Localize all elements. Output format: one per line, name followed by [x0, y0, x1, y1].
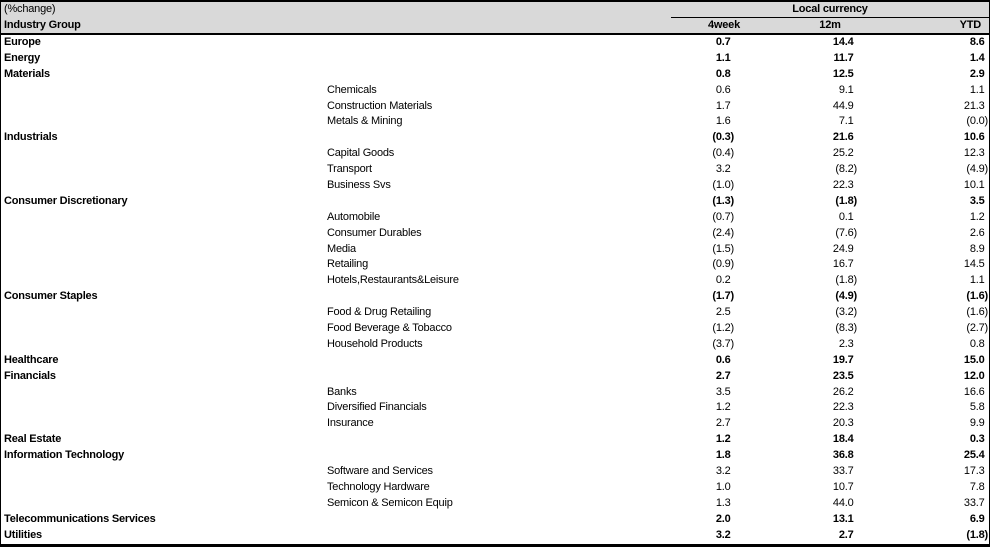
- value-12m: 12.5: [832, 67, 854, 80]
- unit-label: (%change): [4, 3, 56, 15]
- value-12m: 22.3: [832, 401, 854, 414]
- industry-label: Diversified Financials: [327, 401, 427, 414]
- value-4week: 3.2: [715, 528, 731, 541]
- industry-label: Technology Hardware: [327, 480, 430, 493]
- table-row: [1, 385, 989, 401]
- value-ytd: 10.1: [963, 179, 985, 192]
- value-ytd: 12.0: [963, 369, 985, 382]
- value-ytd: 6.9: [969, 512, 985, 525]
- value-12m: 11.7: [833, 51, 854, 64]
- table-row: [1, 114, 989, 130]
- value-ytd: (1.6): [966, 290, 988, 303]
- industry-label: Construction Materials: [327, 99, 433, 112]
- value-ytd: 12.3: [963, 147, 985, 160]
- value-12m: 44.9: [832, 99, 854, 112]
- table-row: [1, 400, 989, 416]
- value-12m: 33.7: [832, 465, 854, 478]
- value-12m: (8.2): [835, 163, 857, 176]
- industry-label: Europe: [4, 36, 41, 48]
- table-row: [1, 194, 989, 210]
- header-row-columns: [1, 18, 989, 33]
- value-4week: (1.3): [712, 194, 734, 207]
- industry-label: Capital Goods: [327, 147, 395, 160]
- value-4week: 0.6: [715, 83, 731, 96]
- industry-label: Food Beverage & Tobacco: [327, 322, 452, 335]
- value-12m: 36.8: [832, 449, 854, 462]
- value-12m: 7.1: [838, 115, 854, 128]
- value-12m: (8.3): [835, 322, 857, 335]
- value-12m: 44.0: [832, 496, 854, 509]
- value-12m: 25.2: [832, 147, 854, 160]
- value-12m: 9.1: [838, 83, 854, 96]
- value-12m: 24.9: [832, 242, 854, 255]
- value-12m: 10.7: [832, 480, 854, 493]
- table-row: [1, 67, 989, 83]
- value-ytd: 1.4: [969, 51, 985, 64]
- value-ytd: 3.5: [969, 194, 985, 207]
- value-12m: 2.3: [838, 337, 854, 350]
- table-row: [1, 448, 989, 464]
- value-12m: 23.5: [832, 369, 854, 382]
- table-row: [1, 273, 989, 289]
- value-ytd: 16.6: [963, 385, 985, 398]
- value-4week: 2.5: [715, 306, 731, 319]
- value-ytd: (0.0): [966, 115, 988, 128]
- table-row: [1, 130, 989, 146]
- value-ytd: 33.7: [963, 496, 985, 509]
- industry-label: Business Svs: [327, 179, 391, 192]
- value-4week: 1.2: [715, 433, 731, 446]
- value-12m: (7.6): [835, 226, 857, 239]
- industry-label: Real Estate: [4, 433, 62, 446]
- value-4week: (2.4): [712, 226, 734, 239]
- table-body: [1, 35, 989, 544]
- value-4week: 1.1: [715, 51, 731, 64]
- value-ytd: 8.9: [969, 242, 985, 255]
- table-row: [1, 369, 989, 385]
- value-12m: (3.2): [835, 306, 857, 319]
- value-12m: 18.4: [832, 433, 854, 446]
- industry-group-column-header: Industry Group: [4, 19, 81, 31]
- value-ytd: 1.1: [969, 274, 985, 287]
- value-ytd: 8.6: [969, 36, 985, 48]
- value-4week: (1.5): [712, 242, 734, 255]
- value-4week: (1.0): [712, 179, 734, 192]
- value-4week: 1.0: [715, 480, 731, 493]
- value-12m: 14.4: [832, 36, 854, 48]
- value-4week: (3.7): [712, 337, 734, 350]
- industry-label: Telecommunications Services: [4, 512, 156, 525]
- value-ytd: 15.0: [963, 353, 985, 366]
- value-4week: 3.5: [715, 385, 731, 398]
- industry-label: Food & Drug Retailing: [327, 306, 432, 319]
- column-header-12m: 12m: [819, 19, 841, 31]
- value-4week: 1.2: [715, 401, 731, 414]
- industry-label: Consumer Staples: [4, 290, 98, 303]
- industry-label: Insurance: [327, 417, 374, 430]
- table-row: [1, 432, 989, 448]
- value-12m: 26.2: [832, 385, 854, 398]
- value-ytd: 0.8: [969, 337, 985, 350]
- value-4week: (0.4): [712, 147, 734, 160]
- value-4week: (1.7): [712, 290, 734, 303]
- value-ytd: 5.8: [969, 401, 985, 414]
- value-4week: (0.3): [712, 131, 734, 144]
- value-4week: 1.7: [715, 99, 731, 112]
- value-4week: (0.7): [712, 210, 734, 223]
- industry-label: Consumer Discretionary: [4, 194, 128, 207]
- table-row: [1, 178, 989, 194]
- value-4week: 0.7: [715, 36, 731, 48]
- table-row: [1, 496, 989, 512]
- table-row: [1, 162, 989, 178]
- table-row: [1, 210, 989, 226]
- value-ytd: (4.9): [966, 163, 988, 176]
- table-row: [1, 528, 989, 544]
- table-row: [1, 480, 989, 496]
- value-12m: 20.3: [832, 417, 854, 430]
- value-4week: (0.9): [712, 258, 734, 271]
- value-ytd: 1.1: [969, 83, 985, 96]
- industry-label: Consumer Durables: [327, 226, 422, 239]
- value-4week: 1.8: [715, 449, 731, 462]
- industry-label: Household Products: [327, 337, 423, 350]
- value-ytd: 9.9: [969, 417, 985, 430]
- value-ytd: 14.5: [963, 258, 985, 271]
- value-ytd: (2.7): [966, 322, 988, 335]
- value-12m: 21.6: [832, 131, 854, 144]
- column-header-ytd: YTD: [959, 19, 981, 31]
- industry-label: Information Technology: [4, 449, 125, 462]
- industry-label: Healthcare: [4, 353, 59, 366]
- table-row: [1, 242, 989, 258]
- table-row: [1, 416, 989, 432]
- industry-label: Materials: [4, 67, 50, 80]
- value-4week: 1.3: [715, 496, 731, 509]
- value-12m: 2.7: [838, 528, 854, 541]
- industry-label: Hotels,Restaurants&Leisure: [327, 274, 459, 287]
- table-row: [1, 337, 989, 353]
- table-row: [1, 146, 989, 162]
- value-ytd: 2.9: [969, 67, 985, 80]
- value-ytd: 1.2: [969, 210, 985, 223]
- value-12m: (4.9): [835, 290, 857, 303]
- table-row: [1, 83, 989, 99]
- table-row: [1, 321, 989, 337]
- table-row: [1, 226, 989, 242]
- table-header: [1, 2, 989, 35]
- value-4week: 1.6: [715, 115, 731, 128]
- industry-label: Transport: [327, 163, 372, 176]
- table-row: [1, 512, 989, 528]
- value-ytd: 10.6: [963, 131, 985, 144]
- table-row: [1, 99, 989, 115]
- table-row: [1, 35, 989, 51]
- header-row-currency: [1, 2, 989, 18]
- table-row: [1, 353, 989, 369]
- industry-label: Retailing: [327, 258, 369, 271]
- value-ytd: 7.8: [969, 480, 985, 493]
- industry-label: Financials: [4, 369, 56, 382]
- industry-label: Media: [327, 242, 356, 255]
- table-row: [1, 464, 989, 480]
- industry-label: Metals & Mining: [327, 115, 403, 128]
- industry-label: Automobile: [327, 210, 381, 223]
- value-4week: 0.2: [715, 274, 731, 287]
- value-ytd: (1.6): [966, 306, 988, 319]
- value-ytd: (1.8): [966, 528, 988, 541]
- table-row: [1, 305, 989, 321]
- value-12m: 19.7: [832, 353, 854, 366]
- column-group-header-local-currency: Local currency: [671, 2, 989, 18]
- value-4week: 3.2: [715, 163, 731, 176]
- industry-label: Banks: [327, 385, 357, 398]
- value-ytd: 17.3: [963, 465, 985, 478]
- value-ytd: 0.3: [969, 433, 985, 446]
- value-4week: 0.8: [715, 67, 731, 80]
- value-12m: 0.1: [838, 210, 854, 223]
- value-4week: 0.6: [715, 353, 731, 366]
- value-4week: 2.7: [715, 369, 731, 382]
- table-row: [1, 257, 989, 273]
- value-4week: 3.2: [715, 465, 731, 478]
- value-12m: 13.1: [832, 512, 854, 525]
- value-ytd: 21.3: [963, 99, 985, 112]
- value-4week: (1.2): [712, 322, 734, 335]
- value-4week: 2.7: [715, 417, 731, 430]
- value-12m: 22.3: [832, 179, 854, 192]
- table-row: [1, 51, 989, 67]
- value-ytd: 25.4: [963, 449, 985, 462]
- value-4week: 2.0: [715, 512, 731, 525]
- industry-label: Software and Services: [327, 465, 433, 478]
- table-row: [1, 289, 989, 305]
- industry-label: Energy: [4, 51, 41, 64]
- industry-label: Semicon & Semicon Equip: [327, 496, 453, 509]
- value-12m: (1.8): [835, 274, 857, 287]
- value-12m: 16.7: [832, 258, 854, 271]
- industry-label: Industrials: [4, 131, 58, 144]
- value-12m: (1.8): [835, 194, 857, 207]
- column-header-4week: 4week: [707, 19, 741, 31]
- industry-label: Chemicals: [327, 83, 377, 96]
- industry-label: Utilities: [4, 528, 42, 541]
- value-ytd: 2.6: [969, 226, 985, 239]
